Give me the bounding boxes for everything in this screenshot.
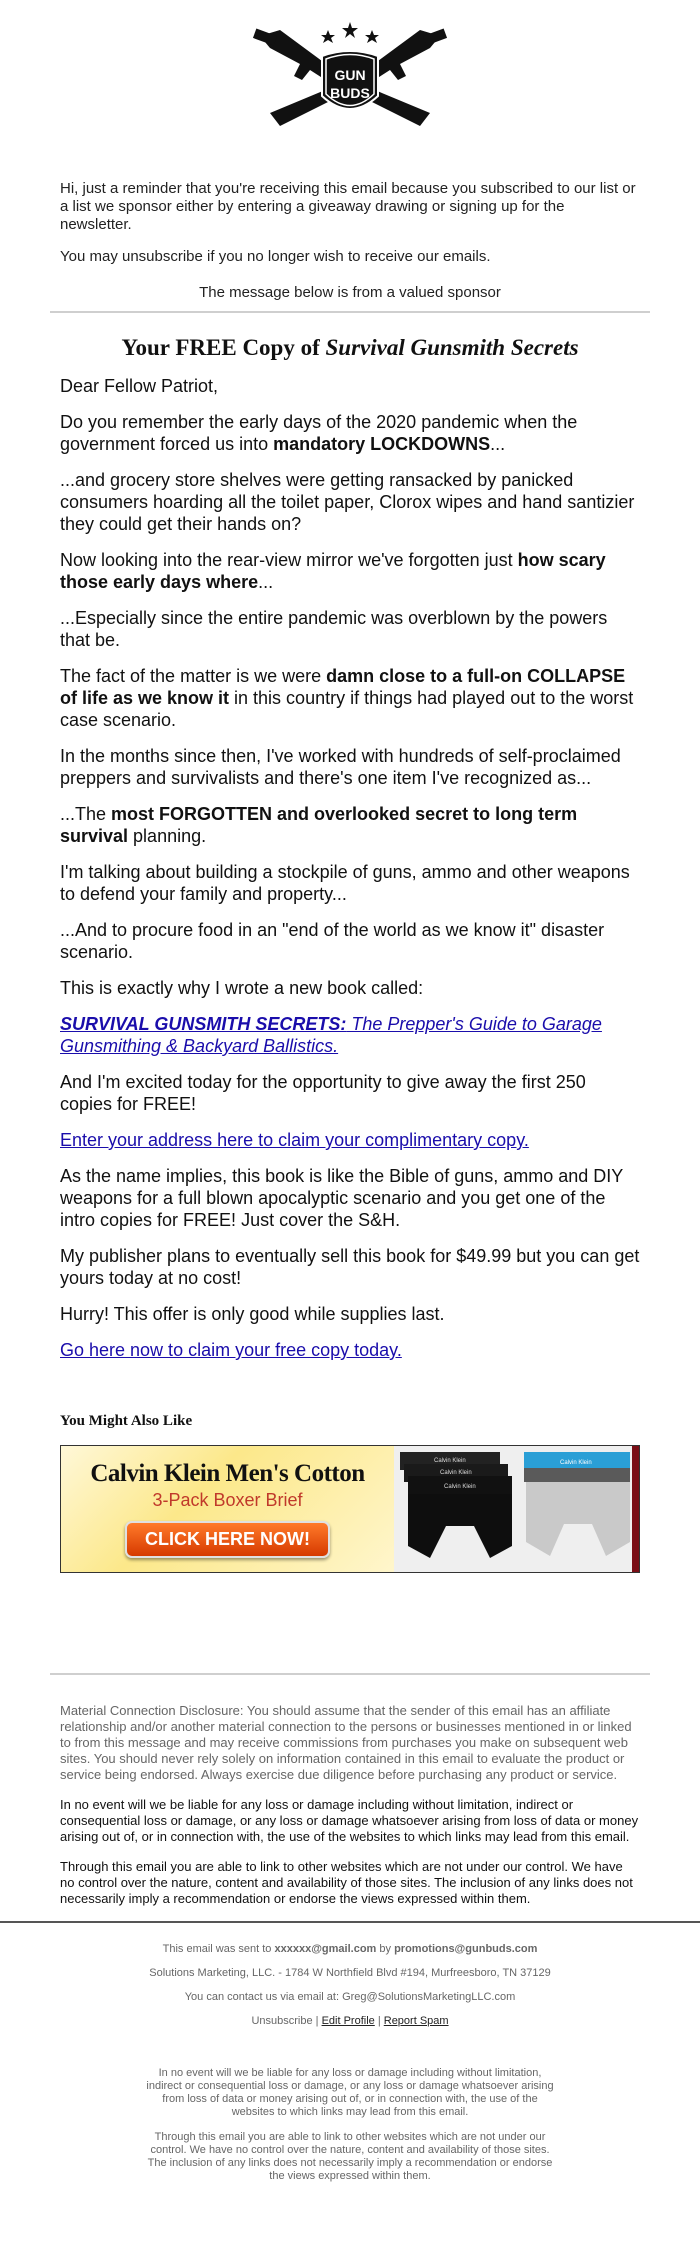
letter-paragraph: Now looking into the rear-view mirror we've forgotten just how scary those early days where... (60, 550, 606, 592)
letter-paragraph: And I'm excited today for the opportunity to give away the first 250 copies for FREE! (60, 1072, 586, 1114)
book-title-link[interactable]: SURVIVAL GUNSMITH SECRETS: The Prepper's Guide to Garage Gunsmithing & Backyard Ballistics. (60, 1014, 602, 1056)
greeting: Dear Fellow Patriot, (60, 376, 219, 396)
gunbuds-logo (0, 0, 700, 150)
ad-subtitle: 3-Pack Boxer Brief (152, 1490, 303, 1510)
sponsor-note: The message below is from a valued sponsor (199, 284, 501, 301)
intro-unsubscribe-note: You may unsubscribe if you no longer wish to receive our emails. (60, 248, 491, 265)
waistband-label: Calvin Klein (434, 1458, 466, 1464)
book-link-paragraph (60, 1013, 640, 1057)
liability-disclaimer: In no event will we be liable for any loss or damage including without limitation, indirect or consequential loss or damage, or any loss or damage whatsoever arising from loss of data or money arising out of, or in connection with, the use of the websites to which links may lead from this email. (60, 1797, 639, 1844)
divider (50, 1673, 650, 1675)
calvin-klein-ad-banner[interactable] (60, 1445, 640, 1573)
headline (0, 335, 700, 361)
footer-links: Unsubscribe | Edit Profile | Report Spam (251, 2015, 449, 2027)
logo-text-buds: BUDS (330, 85, 370, 101)
headline-prefix: Your FREE Copy of (121, 335, 326, 360)
company-address: Solutions Marketing, LLC. - 1784 W Northfield Blvd #194, Murfreesboro, TN 37129 (149, 1967, 551, 1979)
letter-paragraph: As the name implies, this book is like the Bible of guns, ammo and DIY weapons for a full blown apocalyptic scenario and you get one of the intro copies for FREE! Just cover the S&H. (60, 1166, 623, 1230)
letter-paragraph: In the months since then, I've worked with hundreds of self-proclaimed preppers and survivalists and there's one item I've recognized as... (60, 746, 621, 788)
letter-paragraph: Do you remember the early days of the 2020 pandemic when the government forced us into mandatory LOCKDOWNS... (60, 412, 578, 454)
footer-divider (0, 1921, 700, 1923)
waistband-label: Calvin Klein (560, 1460, 592, 1466)
footer-links-disclaimer: Through this email you are able to link to other websites which are not under our control. We have no control over the nature, content and availability of those sites. The inclusion of any links does not necessarily imply a recommendation or endorse the views expressed within them. (147, 2131, 553, 2182)
ad-text-panel (61, 1446, 394, 1572)
waistband-label: Calvin Klein (444, 1484, 476, 1490)
claim-copy-link[interactable]: Enter your address here to claim your complimentary copy. (60, 1130, 529, 1150)
footer-disclaimers (0, 2067, 700, 2183)
claim-link-paragraph (60, 1129, 640, 1151)
intro-reminder: Hi, just a reminder that you're receiving this email because you subscribed to our list or a list we sponsor either by entering a giveaway drawing or signing up for the newsletter. (60, 180, 636, 233)
also-like-heading: You Might Also Like (60, 1413, 193, 1429)
letter-paragraph: The fact of the matter is we were damn close to a full-on COLLAPSE of life as we know it in this country if things had played out to the worst case scenario. (60, 666, 634, 730)
waistband-label: Calvin Klein (440, 1470, 472, 1476)
headline-book-title: Survival Gunsmith Secrets (325, 335, 579, 360)
logo-text-gun: GUN (334, 67, 366, 83)
letter-paragraph: My publisher plans to eventually sell this book for $49.99 but you can get yours today at no cost! (60, 1246, 640, 1288)
letter-paragraph: ...and grocery store shelves were getting ransacked by panicked consumers hoarding all the toilet paper, Clorox wipes and hand santizier they could get their hands on? (60, 470, 635, 534)
boxer-briefs-icon (394, 1446, 639, 1573)
footer-liability: In no event will we be liable for any loss or damage including without limitation, indirect or consequential loss or damage, or any loss or damage whatsoever arising from loss of data or money arising out of, or in connection with, the use of the websites to which links may lead from this email. (146, 2067, 554, 2118)
ad-product-image (394, 1446, 639, 1572)
gunbuds-logo-icon (250, 18, 450, 148)
letter-paragraph: This is exactly why I wrote a new book called: (60, 978, 424, 998)
claim-now-link-paragraph (60, 1339, 640, 1361)
external-links-disclaimer: Through this email you are able to link to other websites which are not under our control. We have no control over the nature, content and availability of those sites. The inclusion of any links does not necessarily imply a recommendation or endorse the views expressed within them. (60, 1859, 633, 1906)
footer (0, 1943, 700, 2027)
letter-paragraph: Hurry! This offer is only good while supplies last. (60, 1304, 445, 1324)
ad-click-button[interactable]: CLICK HERE NOW! (125, 1521, 330, 1558)
divider (50, 311, 650, 313)
letter-body (0, 375, 700, 1361)
intro-section (0, 150, 700, 266)
letter-paragraph: ...The most FORGOTTEN and overlooked secret to long term survival planning. (60, 804, 578, 846)
letter-paragraph: ...And to procure food in an "end of the world as we know it" disaster scenario. (60, 920, 605, 962)
ad-title: Calvin Klein Men's Cotton (90, 1460, 365, 1487)
letter-paragraph: ...Especially since the entire pandemic was overblown by the powers that be. (60, 608, 608, 650)
edit-profile-link[interactable]: Edit Profile (321, 2015, 375, 2027)
report-spam-link[interactable]: Report Spam (383, 2015, 449, 2027)
contact-line: You can contact us via email at: Greg@SolutionsMarketingLLC.com (184, 1991, 516, 2003)
sent-to-line: This email was sent to xxxxxx@gmail.com by promotions@gunbuds.com (162, 1943, 538, 1955)
claim-now-link[interactable]: Go here now to claim your free copy today. (60, 1340, 402, 1360)
material-disclosure: Material Connection Disclosure: You should assume that the sender of this email has an affiliate relationship and/or another material connection to the persons or businesses mentioned in or linked to from this message and may receive commissions from purchases you make on subsequent web sites. You should never rely solely on information contained in this email to evaluate the product or service being endorsed. Always exercise due diligence before purchasing any product or service. (60, 1703, 632, 1782)
unsubscribe-link[interactable]: Unsubscribe (251, 2015, 313, 2027)
letter-paragraph: I'm talking about building a stockpile of guns, ammo and other weapons to defend your family and property... (60, 862, 630, 904)
legal-section (0, 1703, 700, 1907)
